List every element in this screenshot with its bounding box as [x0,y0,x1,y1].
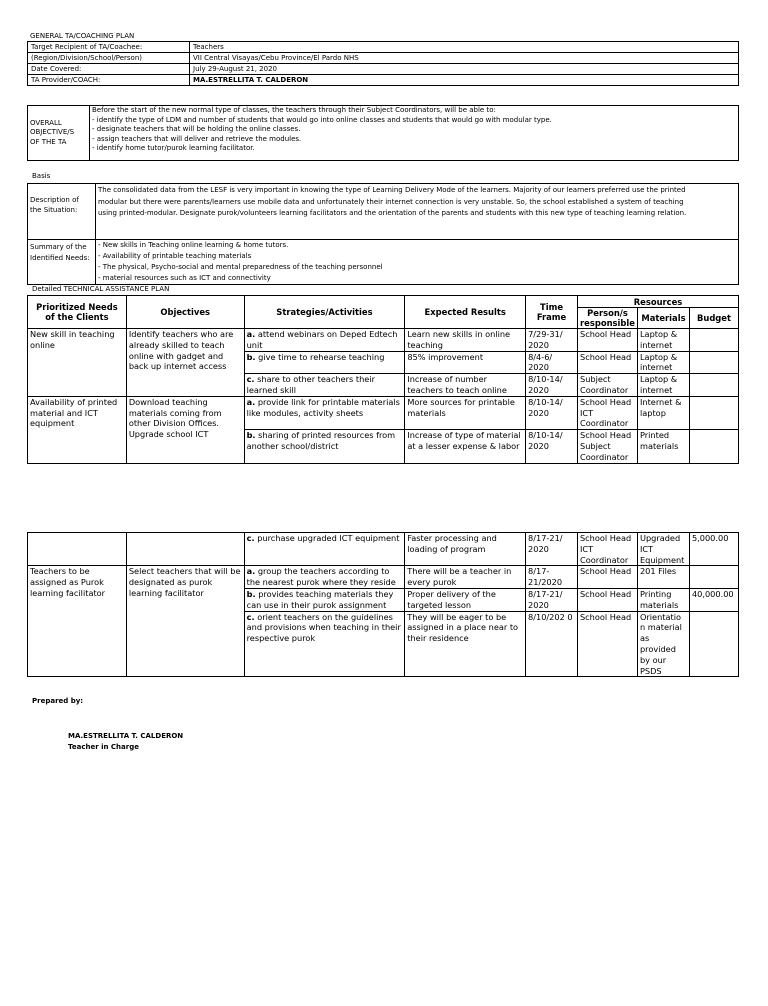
time-cell: 8/10-14/ 2020 [526,374,578,397]
header-row [28,53,739,64]
strategy-letter: a. [246,329,256,339]
person-cell: School Head [578,329,638,352]
strategy-cell [244,351,405,374]
prepared-by-label: Prepared by: [32,697,84,705]
time-cell: 8/17-21/ 2020 [526,588,578,611]
budget-cell [689,329,738,352]
header-row [28,75,739,86]
materials-cell: Printed materials [637,430,689,463]
budget-cell [689,351,738,374]
strategy-text: share to other teachers their learned skill [246,374,375,395]
result-cell: Increase of type of material at a lesser expense & labor [405,430,526,463]
summary-line: - New skills in Teaching online learning & home tutors. [98,241,289,249]
strategy-text: provides teaching materials they can use in their purok assignment [246,588,394,610]
budget-cell [689,566,738,589]
materials-cell: Orientatio n material as provided by our PSDS [637,611,689,677]
strategy-text: sharing of printed resources from another school/district [246,430,396,451]
strategy-letter: c. [246,374,255,385]
col-header-budget: Budget [689,308,738,329]
strategy-letter: a. [246,396,256,407]
result-cell: More sources for printable materials [405,396,526,429]
strategy-letter: b. [246,351,256,362]
objective-line: Before the start of the new normal type of classes, the teachers through their Subject Coordinators, will be able to: [92,106,496,114]
materials-cell: Laptop & internet [637,374,689,397]
objective-text [90,106,739,161]
strategy-letter: b. [246,588,256,599]
strategy-text: give time to rehearse teaching [258,351,385,362]
materials-cell: Printing materials [637,588,689,611]
objective-cell: Identify teachers who are already skilled to teach online with gadget and back up internet access [126,329,244,397]
materials-cell: Laptop & internet [637,351,689,374]
description-line: The consolidated data from the LESF is very important in knowing the type of Learning Delivery Mode of the learners. Majority of our learners preferred use the printed [98,186,686,194]
description-label [28,184,96,240]
col-header-results: Expected Results [405,296,526,329]
summary-line: - The physical, Psycho-social and mental preparedness of the teaching personnel [98,263,383,271]
time-cell: 8/10-14/ 2020 [526,430,578,463]
header-row [28,42,739,53]
objective-line: - identify home tutor/purok learning facilitator. [92,144,255,153]
time-cell: 8/17-21/ 2020 [526,533,578,566]
result-cell: They will be eager to be assigned in a place near to their residence [405,611,526,677]
col-header-needs: Prioritized Needs of the Clients [28,296,127,329]
col-header-time: Time Frame [526,296,578,329]
strategy-text: attend webinars on Deped Edtech unit [246,329,398,350]
person-cell: School Head ICT Coordinator [577,533,637,566]
time-cell: 8/4-6/ 2020 [526,351,578,374]
need-cell [28,533,127,566]
summary-label-line: Summary of the [30,243,87,251]
header-value: July 29-August 21, 2020 [190,64,739,75]
strategy-text: purchase upgraded ICT equipment [257,533,400,543]
strategy-cell [244,430,405,463]
need-cell: Availability of printed material and ICT equipment [28,396,127,463]
objective-label [28,106,90,161]
materials-cell: 201 Files [637,566,689,589]
plan-title: Detailed TECHNICAL ASSISTANCE PLAN [32,285,170,293]
header-label: Target Recipient of TA/Coachee: [28,42,190,53]
person-cell: School Head [577,566,637,589]
budget-cell: 40,000.00 [689,588,738,611]
objective-cell: Select teachers that will be designated as purok learning facilitator [126,566,244,677]
strategy-cell [244,611,405,677]
result-cell: 85% improvement [405,351,526,374]
header-label: Date Covered: [28,64,190,75]
strategy-text: orient teachers on the guidelines and provisions when teaching in their respective purok [246,611,401,644]
plan-table-page1 [27,295,739,464]
page-title: GENERAL TA/COACHING PLAN [30,32,135,40]
plan-table-page2 [27,532,739,677]
strategy-letter: c. [246,611,255,622]
materials-cell: Laptop & internet [637,329,689,352]
budget-cell: 5,000.00 [689,533,738,566]
strategy-cell [244,329,405,352]
header-label: TA Provider/COACH: [28,75,190,86]
objective-cell: Download teaching materials coming from other Division Offices. Upgrade school ICT [126,396,244,463]
objective-line: - designate teachers that will be holding the online classes. [92,125,301,134]
objective-cell [126,533,244,566]
table-row [28,566,739,589]
strategy-text: provide link for printable materials like modules, activity sheets [246,396,400,418]
objective-line: - identify the type of LDM and number of students that would go into online classes and students that would go with modular type. [92,115,552,124]
description-line: modular but there were parents/learners use mobile data and unfortunately their internet connection is very unstable. So, the school established a system of teaching [98,197,684,206]
result-cell: Increase of number teachers to teach online [405,374,526,397]
signatory-name: MA.ESTRELLITA T. CALDERON [68,732,184,740]
description-text [96,184,739,240]
col-header-objectives: Objectives [126,296,244,329]
table-row [28,396,739,429]
objective-label-line: OVERALL [30,118,62,127]
signatory-title: Teacher in Charge [68,743,139,751]
objective-label-line: OF THE TA [30,137,67,146]
objective-table [27,105,739,161]
budget-cell [689,374,738,397]
budget-cell [689,396,738,429]
header-value: Teachers [190,42,739,53]
strategy-cell [244,588,405,611]
person-cell: School Head [577,611,637,677]
objective-label-line: OBJECTIVE/S [30,128,75,137]
budget-cell [689,430,738,463]
summary-line: - Availability of printable teaching materials [98,252,252,260]
table-row [28,329,739,352]
summary-label [28,240,96,285]
result-cell: Learn new skills in online teaching [405,329,526,352]
person-cell: School Head [578,351,638,374]
description-label-line: the Situation: [30,205,78,214]
person-cell: Subject Coordinator [578,374,638,397]
col-header-strategies: Strategies/Activities [244,296,405,329]
result-cell: Proper delivery of the targeted lesson [405,588,526,611]
need-cell: Teachers to be assigned as Purok learning facilitator [28,566,127,677]
time-cell: 8/17- 21/2020 [526,566,578,589]
col-header-person: Person/s responsible [578,308,638,329]
description-label-line: Description of [30,196,79,204]
person-cell: School Head ICT Coordinator [578,396,638,429]
col-header-resources: Resources [578,296,739,308]
strategy-cell [244,533,405,566]
person-cell: School Head [577,588,637,611]
person-cell: School Head Subject Coordinator [578,430,638,463]
basis-table [27,183,739,285]
summary-text [96,240,739,285]
time-cell: 8/10-14/ 2020 [526,396,578,429]
strategy-text: group the teachers according to the nearest purok where they reside [246,566,396,588]
budget-cell [689,611,738,677]
materials-cell: Internet & laptop [637,396,689,429]
result-cell: Faster processing and loading of program [405,533,526,566]
strategy-cell [244,566,405,589]
time-cell: 7/29-31/ 2020 [526,329,578,352]
description-line: using printed-modular. Designate purok/volunteers learning facilitators and the orientation of the parents and students with this new type of teaching learning relation. [98,209,687,217]
header-value: VII Central Visayas/Cebu Province/El Pardo NHS [190,53,739,64]
header-value: MA.ESTRELLITA T. CALDERON [190,75,739,86]
header-label: (Region/Division/School/Person) [28,53,190,64]
need-cell: New skill in teaching online [28,329,127,397]
basis-title: Basis [32,172,51,180]
strategy-letter: a. [246,566,256,577]
objective-line: - assign teachers that will deliver and retrieve the modules. [92,134,302,143]
strategy-letter: c. [246,533,255,543]
table-row [28,533,739,566]
header-info-table [27,41,739,86]
col-header-materials: Materials [637,308,689,329]
strategy-letter: b. [246,430,256,441]
summary-label-line: Identified Needs: [30,254,90,262]
strategy-cell [244,374,405,397]
header-row [28,64,739,75]
summary-line: - material resources such as ICT and connectivity [98,274,271,282]
strategy-cell [244,396,405,429]
result-cell: There will be a teacher in every purok [405,566,526,589]
materials-cell: Upgraded ICT Equipment [637,533,689,566]
time-cell: 8/10/202 0 [526,611,578,677]
